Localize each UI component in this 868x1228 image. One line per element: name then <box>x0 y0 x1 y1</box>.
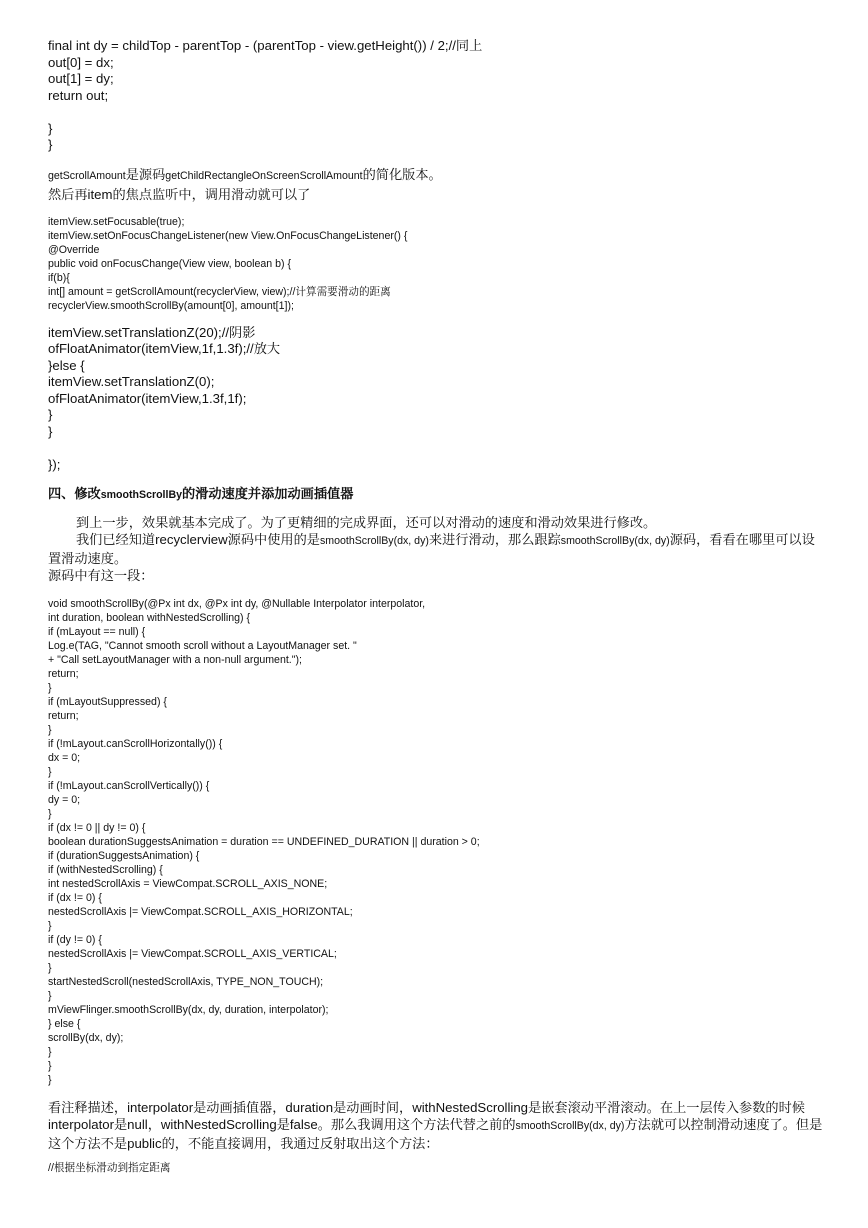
code-comment: //根据坐标滑动到指定距离 <box>48 1162 171 1174</box>
code-line: if (!mLayout.canScrollHorizontally()) { <box>48 738 223 750</box>
desc-line-2: 然后再item的焦点监听中，调用滑动就可以了 <box>48 186 311 202</box>
code-line: } <box>48 137 53 152</box>
para-2-part1: 我们已经知道recyclerview源码中使用的是 <box>76 532 320 547</box>
section-heading <box>48 485 823 504</box>
code-line: mViewFlinger.smoothScrollBy(dx, dy, duration, interpolator); <box>48 1004 329 1016</box>
code-line: dy = 0; <box>48 794 81 806</box>
code-block-1 <box>48 38 823 154</box>
code-line: if(b){ <box>48 271 70 284</box>
code-line: } else { <box>48 1018 81 1030</box>
code-line: final int dy = childTop - parentTop - (parentTop - view.getHeight()) / 2;//同上 <box>48 38 483 53</box>
paragraph-4 <box>48 1099 823 1152</box>
code-line: if (dx != 0 || dy != 0) { <box>48 822 146 834</box>
code-line: dx = 0; <box>48 752 81 764</box>
code-line: } <box>48 920 52 932</box>
desc-1-part3: getChildRectangleOnScreenScrollAmount <box>165 169 363 182</box>
code-line: }else { <box>48 357 85 373</box>
code-line: out[0] = dx; <box>48 54 114 70</box>
paragraph-1: 到上一步，效果就基本完成了。为了更精细的完成界面，还可以对滑动的速度和滑动效果进行修改。 <box>76 515 657 530</box>
code-line: + "Call setLayoutManager with a non-null argument."); <box>48 654 302 666</box>
document-page <box>48 38 823 1175</box>
code-line: } <box>48 1046 52 1058</box>
code-line <box>48 440 823 457</box>
code-line <box>48 104 823 121</box>
code-line: nestedScrollAxis |= ViewCompat.SCROLL_AXIS_VERTICAL; <box>48 948 337 960</box>
code-block-4 <box>48 597 823 1087</box>
code-line: startNestedScroll(nestedScrollAxis, TYPE_NON_TOUCH); <box>48 976 324 988</box>
code-line: void smoothScrollBy(@Px int dx, @Px int dy, @Nullable Interpolator interpolator, <box>48 598 426 610</box>
heading-part3: 的滑动速度并添加动画插值器 <box>181 486 354 501</box>
code-line: scrollBy(dx, dy); <box>48 1032 124 1044</box>
heading-part1: 四、修改 <box>48 486 101 501</box>
paragraph-3: 源码中有这一段： <box>48 568 154 583</box>
code-line: boolean durationSuggestsAnimation = duration == UNDEFINED_DURATION || duration > 0; <box>48 836 480 848</box>
code-line: } <box>48 1060 52 1072</box>
code-line: nestedScrollAxis |= ViewCompat.SCROLL_AXIS_HORIZONTAL; <box>48 906 353 918</box>
code-line: if (withNestedScrolling) { <box>48 864 163 876</box>
code-line: if (mLayout == null) { <box>48 626 146 638</box>
para-2-part2: smoothScrollBy(dx, dy) <box>319 535 429 547</box>
code-line: if (dy != 0) { <box>48 934 102 946</box>
code-line: if (dx != 0) { <box>48 892 102 904</box>
code-line: itemView.setOnFocusChangeListener(new View.OnFocusChangeListener() { <box>48 229 408 242</box>
code-line: } <box>48 407 53 422</box>
code-line: ofFloatAnimator(itemView,1.3f,1f); <box>48 390 247 406</box>
para-4-part1: 看注释描述，interpolator是动画插值器，duration是动画时间，withNestedScrolling是嵌套滚动平滑滚动。在上一层传入参数的时候interpolator是null，withNestedScrolling是false。那么我调用这个方法代替之前的 <box>48 1100 805 1132</box>
code-line: return; <box>48 668 79 680</box>
code-block-2 <box>48 215 823 313</box>
code-line: itemView.setFocusable(true); <box>48 215 185 228</box>
code-line: out[1] = dy; <box>48 71 114 86</box>
code-line: int[] amount = getScrollAmount(recyclerView, view);//计算需要滑动的距离 <box>48 285 391 298</box>
desc-1-part2: 是源码 <box>125 166 166 182</box>
para-2-part4: smoothScrollBy(dx, dy) <box>560 535 670 547</box>
code-line: return out; <box>48 87 109 103</box>
code-line: } <box>48 808 52 820</box>
code-line: public void onFocusChange(View view, boolean b) { <box>48 257 292 270</box>
code-line: if (mLayoutSuppressed) { <box>48 696 167 708</box>
code-line: } <box>48 423 53 439</box>
code-line: } <box>48 962 52 974</box>
code-line: } <box>48 990 52 1002</box>
code-line: Log.e(TAG, "Cannot smooth scroll without a LayoutManager set. " <box>48 640 357 652</box>
heading-part2: smoothScrollBy <box>100 489 182 501</box>
desc-1-part1: getScrollAmount <box>48 169 126 182</box>
code-line: itemView.setTranslationZ(0); <box>48 374 215 389</box>
code-line: } <box>48 766 52 778</box>
code-line: recyclerView.smoothScrollBy(amount[0], amount[1]); <box>48 299 294 312</box>
code-line: } <box>48 1074 52 1086</box>
code-line: } <box>48 120 53 136</box>
code-line: ofFloatAnimator(itemView,1f,1.3f);//放大 <box>48 341 281 356</box>
paragraph-2 <box>48 531 823 567</box>
code-line: itemView.setTranslationZ(20);//阴影 <box>48 324 256 340</box>
code-line: int nestedScrollAxis = ViewCompat.SCROLL_AXIS_NONE; <box>48 878 328 890</box>
code-line: }); <box>48 456 61 472</box>
para-2-part3: 来进行滑动，那么跟踪 <box>428 532 561 547</box>
code-block-3 <box>48 325 823 474</box>
code-line: int duration, boolean withNestedScrolling) { <box>48 612 250 624</box>
code-line: if (durationSuggestsAnimation) { <box>48 850 200 862</box>
desc-line-1 <box>48 166 823 185</box>
para-2-part5: 源码，看看在哪里可以设置滑动速度。 <box>48 532 815 566</box>
code-line: if (!mLayout.canScrollVertically()) { <box>48 780 210 792</box>
para-4-part2: smoothScrollBy(dx, dy) <box>515 1120 625 1132</box>
code-line: } <box>48 724 52 736</box>
desc-1-part4: 的简化版本。 <box>362 166 442 182</box>
code-line: return; <box>48 710 79 722</box>
code-line: } <box>48 682 52 694</box>
para-4-part3: 方法就可以控制滑动速度了。但是这个方法不是public的，不能直接调用，我通过反射取出这个方法： <box>48 1117 823 1151</box>
code-line: @Override <box>48 243 100 256</box>
